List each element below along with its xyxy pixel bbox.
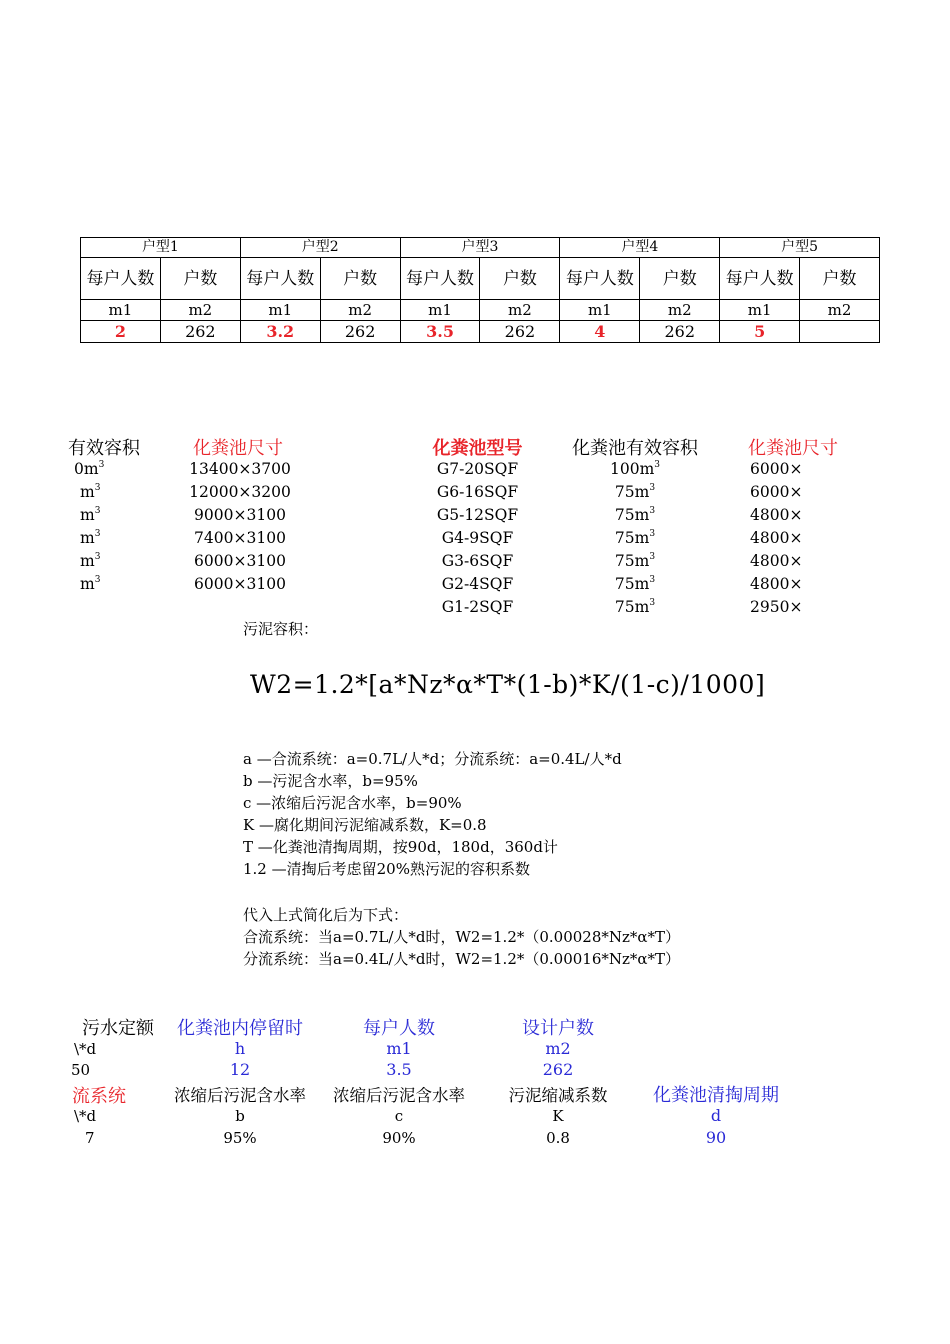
tank-left-size: 7400×3100: [194, 529, 286, 547]
param-value-a[interactable]: 7: [85, 1129, 95, 1147]
param-unit-people: m1: [386, 1039, 412, 1058]
count-unit-1: m2: [160, 300, 240, 321]
param-value-period[interactable]: 90: [705, 1128, 727, 1147]
simplified-title: 代入上式简化后为下式：: [243, 906, 409, 924]
param-value-k[interactable]: 0.8: [546, 1129, 570, 1147]
count-value-5[interactable]: [800, 321, 880, 343]
param-header-reduction: 污泥缩减系数: [508, 1086, 608, 1105]
tank-left-size: 6000×3100: [194, 575, 286, 593]
param-value-c[interactable]: 90%: [382, 1129, 416, 1147]
count-header-2: 户数: [320, 258, 400, 300]
count-header-5: 户数: [800, 258, 880, 300]
tank-volume: $75m^3$: [614, 483, 656, 501]
tank-left-volume-header: 有效容积: [68, 438, 140, 459]
tank-volume: $75m^3$: [614, 552, 656, 570]
tank-left-size-header: 化粪池尺寸: [193, 438, 283, 459]
param-unit-b: b: [235, 1107, 245, 1125]
simplified-formulas: [243, 904, 680, 970]
note-line: c —浓缩后污泥含水率，b=90%: [243, 794, 462, 812]
param-header-retention: 化粪池内停留时: [177, 1018, 303, 1039]
param-unit-households: m2: [545, 1039, 571, 1058]
tank-size: 4800×: [750, 506, 803, 524]
tank-left-size: 13400×3700: [189, 460, 291, 478]
param-value-households[interactable]: 262: [542, 1060, 574, 1079]
param-header-system: 流系统: [72, 1086, 126, 1107]
type-label-1: 户型1: [81, 238, 241, 258]
simplified-separate: 分流系统：当a=0.4L/人*d时，W2=1.2*（0.00016*Nz*α*T）: [243, 950, 681, 968]
param-header-water-b: 浓缩后污泥含水率: [174, 1086, 306, 1105]
formula-notes: [243, 748, 622, 880]
tank-model: G7-20SQF: [436, 460, 519, 478]
people-header-5: 每户人数: [720, 258, 800, 300]
tank-model: G3-6SQF: [441, 552, 514, 570]
people-header-4: 每户人数: [560, 258, 640, 300]
note-line: T —化粪池清掏周期，按90d，180d，360d计: [243, 838, 558, 856]
tank-size-header: 化粪池尺寸: [748, 438, 838, 459]
tank-model: G2-4SQF: [441, 575, 514, 593]
tank-list-right: [410, 432, 838, 622]
param-unit-retention: h: [234, 1039, 246, 1058]
tank-size: 6000×: [750, 483, 803, 501]
param-value-b[interactable]: 95%: [223, 1129, 257, 1147]
param-unit-sewage: \*d: [74, 1040, 97, 1058]
tank-volume: $100m^3$: [609, 460, 661, 478]
tank-size: 4800×: [750, 575, 803, 593]
count-unit-4: m2: [640, 300, 720, 321]
param-unit-system: \*d: [74, 1107, 97, 1125]
tank-model: G4-9SQF: [441, 529, 514, 547]
type-label-3: 户型3: [400, 238, 560, 258]
type-label-4: 户型4: [560, 238, 720, 258]
type-label-2: 户型2: [240, 238, 400, 258]
parameters-block: [71, 1008, 800, 1158]
tank-model: G1-2SQF: [441, 598, 514, 616]
sludge-formula: W2=1.2*[a*Nz*α*T*(1-b)*K/(1-c)/1000]: [250, 670, 766, 699]
people-header-1: 每户人数: [81, 258, 161, 300]
param-value-retention[interactable]: 12: [229, 1060, 251, 1079]
count-value-2[interactable]: 262: [320, 321, 400, 343]
count-header-3: 户数: [480, 258, 560, 300]
tank-left-size: 6000×3100: [194, 552, 286, 570]
param-header-cleaning-period: 化粪池清掏周期: [653, 1085, 779, 1106]
people-unit-2: m1: [240, 300, 320, 321]
param-value-people[interactable]: 3.5: [386, 1060, 412, 1079]
tank-size: 4800×: [750, 552, 803, 570]
sludge-volume-label: 污泥容积：: [243, 620, 319, 638]
tank-left-volume: $m^3$: [80, 483, 101, 501]
count-value-1[interactable]: 262: [160, 321, 240, 343]
people-unit-3: m1: [400, 300, 480, 321]
count-value-3[interactable]: 262: [480, 321, 560, 343]
tank-model-header: 化粪池型号: [432, 438, 523, 459]
simplified-combined: 合流系统：当a=0.7L/人*d时，W2=1.2*（0.00028*Nz*α*T）: [243, 928, 681, 946]
count-header-4: 户数: [640, 258, 720, 300]
people-value-3[interactable]: 3.5: [400, 321, 480, 343]
people-unit-4: m1: [560, 300, 640, 321]
tank-volume: $75m^3$: [614, 529, 656, 547]
tank-size: 4800×: [750, 529, 803, 547]
tank-left-size: 12000×3200: [189, 483, 291, 501]
note-line: K —腐化期间污泥缩减系数，K=0.8: [243, 816, 487, 834]
tank-size: 6000×: [750, 460, 803, 478]
param-unit-d: d: [710, 1106, 722, 1125]
household-table: [80, 237, 857, 347]
param-header-households: 设计户数: [522, 1018, 594, 1039]
people-header-3: 每户人数: [400, 258, 480, 300]
people-value-2[interactable]: 3.2: [240, 321, 320, 343]
count-unit-2: m2: [320, 300, 400, 321]
type-label-5: 户型5: [720, 238, 880, 258]
note-line: b —污泥含水率，b=95%: [243, 772, 418, 790]
tank-left-volume: $m^3$: [80, 529, 101, 547]
tank-model: G6-16SQF: [436, 483, 519, 501]
count-unit-5: m2: [800, 300, 880, 321]
count-value-4[interactable]: 262: [640, 321, 720, 343]
param-unit-k: K: [552, 1107, 564, 1125]
people-value-1[interactable]: 2: [81, 321, 161, 343]
param-unit-c: c: [394, 1107, 404, 1125]
people-unit-5: m1: [720, 300, 800, 321]
param-value-sewage[interactable]: 50: [71, 1061, 91, 1079]
tank-model: G5-12SQF: [436, 506, 519, 524]
tank-volume: $75m^3$: [614, 506, 656, 524]
tank-list-left: [68, 432, 310, 602]
tank-size: 2950×: [750, 598, 803, 616]
tank-volume: $75m^3$: [614, 575, 656, 593]
tank-left-volume: $m^3$: [80, 575, 101, 593]
tank-volume: $75m^3$: [614, 598, 656, 616]
people-header-2: 每户人数: [240, 258, 320, 300]
note-line: a —合流系统：a=0.7L/人*d；分流系统：a=0.4L/人*d: [243, 750, 622, 768]
tank-left-size: 9000×3100: [194, 506, 286, 524]
count-header-1: 户数: [160, 258, 240, 300]
count-unit-3: m2: [480, 300, 560, 321]
people-value-4[interactable]: 4: [560, 321, 640, 343]
tank-volume-header: 化粪池有效容积: [572, 438, 698, 459]
note-line: 1.2 —清掏后考虑留20%熟污泥的容积系数: [243, 860, 530, 878]
tank-left-volume: $m^3$: [80, 552, 101, 570]
tank-left-volume: $0m^3$: [74, 460, 105, 478]
param-header-water-c: 浓缩后污泥含水率: [333, 1086, 465, 1105]
tank-left-volume: $m^3$: [80, 506, 101, 524]
people-unit-1: m1: [81, 300, 161, 321]
param-header-people: 每户人数: [363, 1018, 435, 1039]
param-header-sewage-quota: 污水定额: [82, 1018, 154, 1039]
people-value-5[interactable]: 5: [720, 321, 800, 343]
